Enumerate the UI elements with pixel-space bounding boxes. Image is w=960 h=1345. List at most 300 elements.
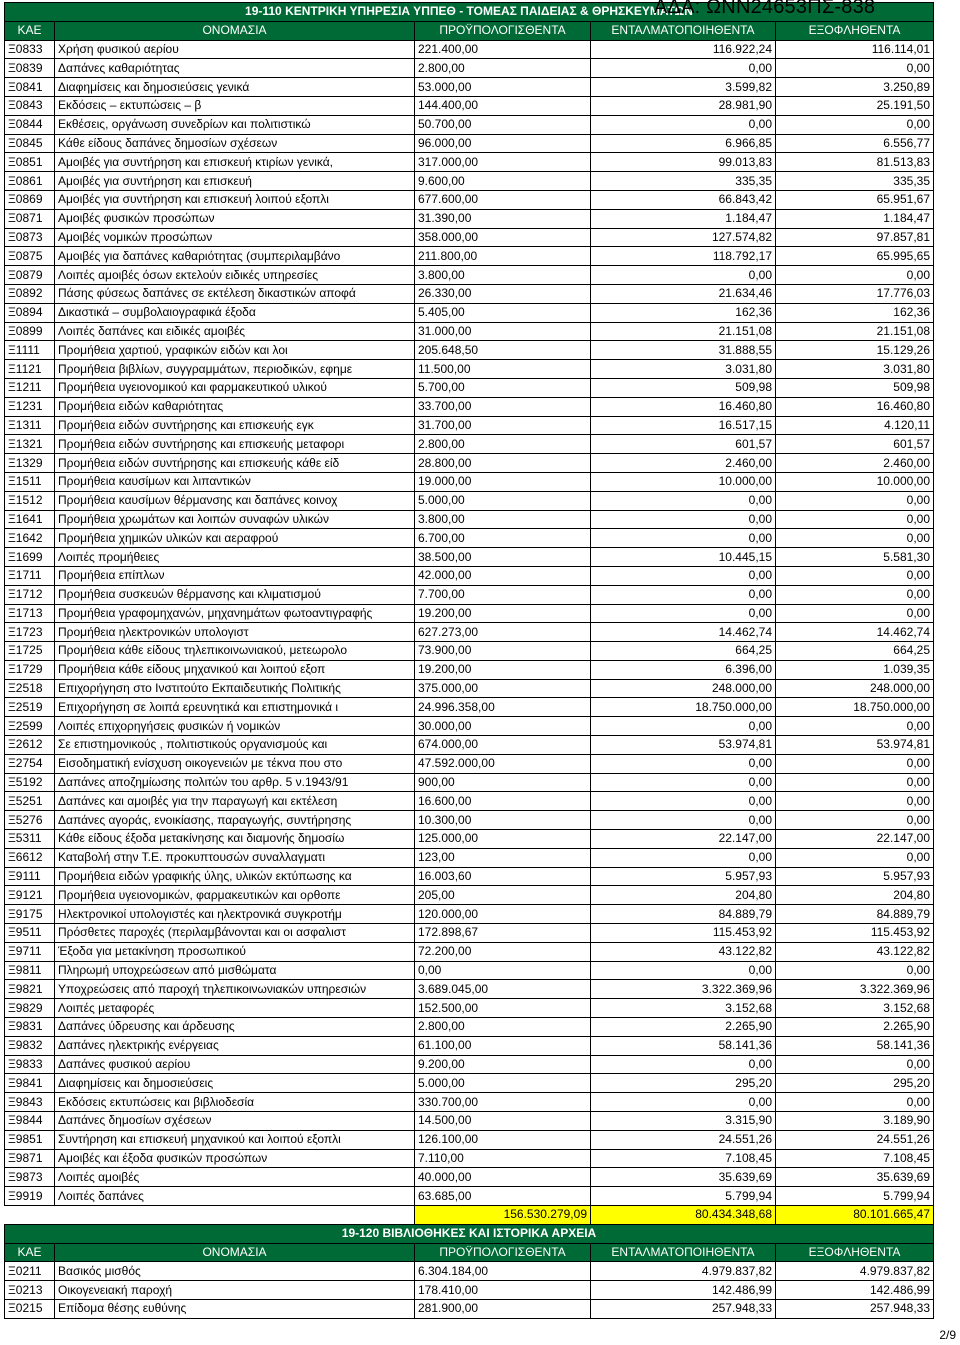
- table-row: [5, 510, 934, 529]
- cell-paid: 65.951,67: [776, 190, 934, 209]
- ada-watermark: ΑΔΑ: ΩΝΝ24653ΠΣ-838: [654, 0, 876, 18]
- cell-budgeted: 31.700,00: [415, 416, 591, 435]
- cell-committed: 248.000,00: [591, 679, 776, 698]
- table-row: [5, 59, 934, 78]
- cell-kae: Ξ9829: [5, 999, 55, 1018]
- cell-budgeted: 5.000,00: [415, 1074, 591, 1093]
- table-row: [5, 623, 934, 642]
- section-title: 19-120 ΒΙΒΛΙΟΘΗΚΕΣ ΚΑΙ ΙΣΤΟΡΙΚΑ ΑΡΧΕΙΑ: [5, 1224, 934, 1243]
- cell-name: Κάθε είδους έξοδα μετακίνησης και διαμονής δημοσίω: [55, 830, 415, 849]
- cell-committed: 31.888,55: [591, 341, 776, 360]
- table-row: [5, 905, 934, 924]
- cell-budgeted: 2.800,00: [415, 435, 591, 454]
- table-row: [5, 886, 934, 905]
- table-row: [5, 134, 934, 153]
- cell-name: Προμήθεια καυσίμων θέρμανσης και δαπάνες κοινοχ: [55, 491, 415, 510]
- cell-kae: Ξ0869: [5, 190, 55, 209]
- cell-kae: Ξ1121: [5, 360, 55, 379]
- table-row: [5, 736, 934, 755]
- cell-kae: Ξ1329: [5, 454, 55, 473]
- column-header-row: [5, 21, 934, 40]
- cell-name: Εισοδηματική ενίσχυση οικογενειών με τέκνα που στο: [55, 754, 415, 773]
- cell-budgeted: 40.000,00: [415, 1168, 591, 1187]
- cell-budgeted: 178.410,00: [415, 1281, 591, 1300]
- table-row: [5, 1055, 934, 1074]
- cell-name: Προμήθεια χρωμάτων και λοιπών συναφών υλικών: [55, 510, 415, 529]
- cell-name: Λοιπές αμοιβές όσων εκτελούν ειδικές υπηρεσίες: [55, 266, 415, 285]
- cell-budgeted: 19.200,00: [415, 660, 591, 679]
- table-row: [5, 322, 934, 341]
- cell-kae: Ξ1512: [5, 491, 55, 510]
- cell-name: Πληρωμή υποχρεώσεων από μισθώματα: [55, 961, 415, 980]
- cell-kae: Ξ0841: [5, 78, 55, 97]
- cell-name: Προμήθεια κάθε είδους μηχανικού και λοιπού εξοπ: [55, 660, 415, 679]
- cell-committed: 43.122,82: [591, 942, 776, 961]
- table-row: [5, 548, 934, 567]
- cell-paid: 10.000,00: [776, 472, 934, 491]
- cell-committed: 664,25: [591, 642, 776, 661]
- cell-budgeted: 120.000,00: [415, 905, 591, 924]
- cell-committed: 0,00: [591, 792, 776, 811]
- cell-budgeted: 5.000,00: [415, 491, 591, 510]
- budget-sheet: [4, 2, 933, 1319]
- cell-kae: Ξ0871: [5, 209, 55, 228]
- cell-paid: 6.556,77: [776, 134, 934, 153]
- section-title: 19-110 ΚΕΝΤΡΙΚΗ ΥΠΗΡΕΣΙΑ ΥΠΠΕΘ - ΤΟΜΕΑΣ ΠΑΙΔΕΙΑΣ & ΘΡΗΣΚΕΥΜΑΤΩΝ: [5, 3, 934, 22]
- cell-budgeted: 72.200,00: [415, 942, 591, 961]
- cell-budgeted: 9.600,00: [415, 172, 591, 191]
- cell-committed: 0,00: [591, 773, 776, 792]
- table-row: [5, 454, 934, 473]
- cell-committed: 10.445,15: [591, 548, 776, 567]
- cell-paid: 0,00: [776, 604, 934, 623]
- cell-kae: Ξ0213: [5, 1281, 55, 1300]
- cell-committed: 0,00: [591, 491, 776, 510]
- table-row: [5, 1018, 934, 1037]
- cell-paid: 116.114,01: [776, 40, 934, 59]
- cell-paid: 204,80: [776, 886, 934, 905]
- table-row: [5, 717, 934, 736]
- cell-budgeted: 152.500,00: [415, 999, 591, 1018]
- cell-paid: 295,20: [776, 1074, 934, 1093]
- cell-committed: 58.141,36: [591, 1036, 776, 1055]
- cell-committed: 7.108,45: [591, 1149, 776, 1168]
- cell-budgeted: 627.273,00: [415, 623, 591, 642]
- cell-paid: 0,00: [776, 566, 934, 585]
- cell-budgeted: 10.300,00: [415, 811, 591, 830]
- cell-committed: 10.000,00: [591, 472, 776, 491]
- cell-paid: 162,36: [776, 303, 934, 322]
- cell-name: Προμήθεια συσκευών θέρμανσης και κλιματισμού: [55, 585, 415, 604]
- cell-name: Βασικός μισθός: [55, 1262, 415, 1281]
- cell-paid: 81.513,83: [776, 153, 934, 172]
- cell-paid: 4.979.837,82: [776, 1262, 934, 1281]
- cell-paid: 4.120,11: [776, 416, 934, 435]
- cell-committed: 21.151,08: [591, 322, 776, 341]
- table-row: [5, 792, 934, 811]
- cell-kae: Ξ1729: [5, 660, 55, 679]
- table-row: [5, 811, 934, 830]
- cell-kae: Ξ0839: [5, 59, 55, 78]
- cell-committed: 16.460,80: [591, 397, 776, 416]
- cell-paid: 142.486,99: [776, 1281, 934, 1300]
- cell-committed: 3.322.369,96: [591, 980, 776, 999]
- cell-committed: 0,00: [591, 266, 776, 285]
- cell-kae: Ξ5276: [5, 811, 55, 830]
- cell-paid: 0,00: [776, 491, 934, 510]
- table-row: [5, 266, 934, 285]
- cell-budgeted: 900,00: [415, 773, 591, 792]
- cell-kae: Ξ9871: [5, 1149, 55, 1168]
- section-title-row: [5, 1224, 934, 1243]
- cell-kae: Ξ9919: [5, 1187, 55, 1206]
- cell-kae: Ξ0833: [5, 40, 55, 59]
- cell-committed: 116.922,24: [591, 40, 776, 59]
- cell-kae: Ξ9844: [5, 1112, 55, 1131]
- cell-committed: 115.453,92: [591, 924, 776, 943]
- cell-name: Εκδόσεις – εκτυπώσεις – β: [55, 96, 415, 115]
- cell-committed: 4.979.837,82: [591, 1262, 776, 1281]
- cell-paid: 3.031,80: [776, 360, 934, 379]
- cell-name: Προμήθεια ειδών συντήρησης και επισκευής κάθε είδ: [55, 454, 415, 473]
- table-row: [5, 228, 934, 247]
- cell-kae: Ξ1231: [5, 397, 55, 416]
- table-row: [5, 96, 934, 115]
- cell-committed: 3.152,68: [591, 999, 776, 1018]
- cell-kae: Ξ0211: [5, 1262, 55, 1281]
- cell-name: Προμήθεια κάθε είδους τηλεπικοινωνιακού, μετεωρολο: [55, 642, 415, 661]
- cell-name: Επίδομα θέσης ευθύνης: [55, 1299, 415, 1318]
- cell-committed: 6.966,85: [591, 134, 776, 153]
- cell-kae: Ξ0875: [5, 247, 55, 266]
- cell-budgeted: 7.110,00: [415, 1149, 591, 1168]
- cell-committed: 0,00: [591, 115, 776, 134]
- cell-kae: Ξ0844: [5, 115, 55, 134]
- cell-kae: Ξ0892: [5, 284, 55, 303]
- cell-paid: 5.799,94: [776, 1187, 934, 1206]
- cell-paid: 58.141,36: [776, 1036, 934, 1055]
- cell-name: Επιχορήγηση σε λοιπά ερευνητικά και επιστημονικά ι: [55, 698, 415, 717]
- cell-paid: 15.129,26: [776, 341, 934, 360]
- cell-name: Λοιπές επιχορηγήσεις φυσικών ή νομικών: [55, 717, 415, 736]
- cell-committed: 66.843,42: [591, 190, 776, 209]
- cell-kae: Ξ0851: [5, 153, 55, 172]
- cell-kae: Ξ0879: [5, 266, 55, 285]
- cell-committed: 0,00: [591, 1055, 776, 1074]
- table-row: [5, 1168, 934, 1187]
- table-row: [5, 378, 934, 397]
- cell-paid: 0,00: [776, 717, 934, 736]
- cell-budgeted: 123,00: [415, 848, 591, 867]
- cell-paid: 21.151,08: [776, 322, 934, 341]
- page-number: 2/9: [939, 1328, 956, 1342]
- total-budgeted: 156.530.279,09: [415, 1206, 591, 1225]
- cell-paid: 7.108,45: [776, 1149, 934, 1168]
- table-row: [5, 153, 934, 172]
- cell-budgeted: 38.500,00: [415, 548, 591, 567]
- cell-committed: 118.792,17: [591, 247, 776, 266]
- cell-budgeted: 330.700,00: [415, 1093, 591, 1112]
- cell-name: Χρήση φυσικού αερίου: [55, 40, 415, 59]
- cell-budgeted: 47.592.000,00: [415, 754, 591, 773]
- cell-committed: 53.974,81: [591, 736, 776, 755]
- cell-paid: 0,00: [776, 59, 934, 78]
- cell-committed: 295,20: [591, 1074, 776, 1093]
- table-row: [5, 1262, 934, 1281]
- cell-budgeted: 172.898,67: [415, 924, 591, 943]
- cell-name: Προμήθεια υγειονομικών, φαρμακευτικών και ορθοπε: [55, 886, 415, 905]
- cell-name: Εκθέσεις, οργάνωση συνεδρίων και πολιτιστικώ: [55, 115, 415, 134]
- cell-budgeted: 50.700,00: [415, 115, 591, 134]
- cell-name: Πάσης φύσεως δαπάνες σε εκτέλεση δικαστικών αποφά: [55, 284, 415, 303]
- cell-budgeted: 375.000,00: [415, 679, 591, 698]
- cell-paid: 0,00: [776, 754, 934, 773]
- cell-name: Δικαστικά – συμβολαιογραφικά έξοδα: [55, 303, 415, 322]
- cell-committed: 2.460,00: [591, 454, 776, 473]
- column-header-row: [5, 1243, 934, 1262]
- cell-budgeted: 33.700,00: [415, 397, 591, 416]
- cell-paid: 0,00: [776, 1093, 934, 1112]
- cell-committed: 0,00: [591, 961, 776, 980]
- cell-budgeted: 30.000,00: [415, 717, 591, 736]
- cell-budgeted: 126.100,00: [415, 1130, 591, 1149]
- table-row: [5, 980, 934, 999]
- cell-budgeted: 3.800,00: [415, 266, 591, 285]
- cell-committed: 16.517,15: [591, 416, 776, 435]
- cell-name: Προμήθεια χαρτιού, γραφικών ειδών και λοι: [55, 341, 415, 360]
- cell-paid: 0,00: [776, 792, 934, 811]
- total-committed: 80.434.348,68: [591, 1206, 776, 1225]
- table-row: [5, 754, 934, 773]
- column-header-committed: ΕΝΤΑΛΜΑΤΟΠΟΙΗΘΕΝΤΑ: [591, 1243, 776, 1262]
- table-row: [5, 848, 934, 867]
- cell-name: Αμοιβές για δαπάνες καθαριότητας (συμπεριλαμβάνο: [55, 247, 415, 266]
- cell-paid: 335,35: [776, 172, 934, 191]
- cell-budgeted: 125.000,00: [415, 830, 591, 849]
- cell-paid: 84.889,79: [776, 905, 934, 924]
- table-row: [5, 1074, 934, 1093]
- cell-kae: Ξ1713: [5, 604, 55, 623]
- cell-kae: Ξ1725: [5, 642, 55, 661]
- table-row: [5, 830, 934, 849]
- cell-paid: 65.995,65: [776, 247, 934, 266]
- cell-paid: 664,25: [776, 642, 934, 661]
- table-row: [5, 529, 934, 548]
- cell-kae: Ξ0845: [5, 134, 55, 153]
- cell-kae: Ξ1111: [5, 341, 55, 360]
- cell-budgeted: 61.100,00: [415, 1036, 591, 1055]
- cell-budgeted: 211.800,00: [415, 247, 591, 266]
- cell-kae: Ξ0873: [5, 228, 55, 247]
- cell-name: Προμήθεια ειδών συντήρησης και επισκευής μεταφορι: [55, 435, 415, 454]
- cell-name: Διαφημίσεις και δημοσιεύσεις: [55, 1074, 415, 1093]
- cell-paid: 5.957,93: [776, 867, 934, 886]
- cell-name: Αμοιβές για συντήρηση και επισκευή κτιρίων γενικά,: [55, 153, 415, 172]
- cell-name: Προμήθεια επίπλων: [55, 566, 415, 585]
- cell-kae: Ξ9831: [5, 1018, 55, 1037]
- cell-budgeted: 317.000,00: [415, 153, 591, 172]
- cell-budgeted: 16.600,00: [415, 792, 591, 811]
- cell-committed: 601,57: [591, 435, 776, 454]
- table-row: [5, 341, 934, 360]
- table-row: [5, 698, 934, 717]
- cell-paid: 0,00: [776, 773, 934, 792]
- cell-name: Προμήθεια χημικών υλικών και αεραφρού: [55, 529, 415, 548]
- cell-name: Έξοδα για μετακίνηση προσωπικού: [55, 942, 415, 961]
- cell-name: Λοιπές μεταφορές: [55, 999, 415, 1018]
- cell-name: Εκδόσεις εκτυπώσεις και βιβλιοδεσία: [55, 1093, 415, 1112]
- cell-committed: 3.599,82: [591, 78, 776, 97]
- cell-name: Προμήθεια βιβλίων, συγγραμμάτων, περιοδικών, εφημε: [55, 360, 415, 379]
- cell-budgeted: 3.800,00: [415, 510, 591, 529]
- cell-paid: 97.857,81: [776, 228, 934, 247]
- cell-budgeted: 2.800,00: [415, 1018, 591, 1037]
- cell-budgeted: 5.405,00: [415, 303, 591, 322]
- cell-committed: 14.462,74: [591, 623, 776, 642]
- cell-name: Διαφημίσεις και δημοσιεύσεις γενικά: [55, 78, 415, 97]
- cell-committed: 127.574,82: [591, 228, 776, 247]
- cell-paid: 25.191,50: [776, 96, 934, 115]
- cell-committed: 0,00: [591, 848, 776, 867]
- cell-kae: Ξ9841: [5, 1074, 55, 1093]
- column-header-committed: ΕΝΤΑΛΜΑΤΟΠΟΙΗΘΕΝΤΑ: [591, 21, 776, 40]
- cell-committed: 204,80: [591, 886, 776, 905]
- cell-kae: Ξ9175: [5, 905, 55, 924]
- cell-paid: 0,00: [776, 510, 934, 529]
- table-row: [5, 284, 934, 303]
- cell-committed: 0,00: [591, 811, 776, 830]
- cell-kae: Ξ2612: [5, 736, 55, 755]
- table-row: [5, 1299, 934, 1318]
- cell-budgeted: 96.000,00: [415, 134, 591, 153]
- table-row: [5, 115, 934, 134]
- cell-committed: 0,00: [591, 59, 776, 78]
- column-header-budgeted: ΠΡΟΫΠΟΛΟΓΙΣΘΕΝΤΑ: [415, 21, 591, 40]
- cell-kae: Ξ0899: [5, 322, 55, 341]
- cell-name: Συντήρηση και επισκευή μηχανικού και λοιπού εξοπλι: [55, 1130, 415, 1149]
- cell-committed: 84.889,79: [591, 905, 776, 924]
- cell-name: Αμοιβές φυσικών προσώπων: [55, 209, 415, 228]
- table-row: [5, 172, 934, 191]
- cell-name: Αμοιβές και έξοδα φυσικών προσώπων: [55, 1149, 415, 1168]
- cell-budgeted: 144.400,00: [415, 96, 591, 115]
- cell-kae: Ξ0843: [5, 96, 55, 115]
- table-row: [5, 1130, 934, 1149]
- cell-kae: Ξ9511: [5, 924, 55, 943]
- column-header-paid: ΕΞΟΦΛΗΘΕΝΤΑ: [776, 21, 934, 40]
- cell-paid: 2.460,00: [776, 454, 934, 473]
- cell-kae: Ξ2754: [5, 754, 55, 773]
- cell-committed: 509,98: [591, 378, 776, 397]
- cell-name: Προμήθεια ειδών καθαριότητας: [55, 397, 415, 416]
- cell-budgeted: 6.700,00: [415, 529, 591, 548]
- table-row: [5, 491, 934, 510]
- cell-paid: 0,00: [776, 585, 934, 604]
- cell-kae: Ξ6612: [5, 848, 55, 867]
- cell-name: Δαπάνες και αμοιβές για την παραγωγή και εκτέλεση: [55, 792, 415, 811]
- cell-budgeted: 677.600,00: [415, 190, 591, 209]
- cell-committed: 3.031,80: [591, 360, 776, 379]
- cell-kae: Ξ1712: [5, 585, 55, 604]
- cell-paid: 0,00: [776, 1055, 934, 1074]
- table-row: [5, 604, 934, 623]
- cell-budgeted: 53.000,00: [415, 78, 591, 97]
- column-header-paid: ΕΞΟΦΛΗΘΕΝΤΑ: [776, 1243, 934, 1262]
- table-row: [5, 40, 934, 59]
- cell-budgeted: 16.003,60: [415, 867, 591, 886]
- table-row: [5, 999, 934, 1018]
- cell-name: Υποχρεώσεις από παροχή τηλεπικοινωνιακών υπηρεσιών: [55, 980, 415, 999]
- total-paid: 80.101.665,47: [776, 1206, 934, 1225]
- cell-paid: 3.322.369,96: [776, 980, 934, 999]
- column-header-kae: ΚΑΕ: [5, 1243, 55, 1262]
- cell-name: Προμήθεια ειδών συντήρησης και επισκευής εγκ: [55, 416, 415, 435]
- cell-committed: 5.799,94: [591, 1187, 776, 1206]
- cell-kae: Ξ0894: [5, 303, 55, 322]
- column-header-kae: ΚΑΕ: [5, 21, 55, 40]
- cell-committed: 6.396,00: [591, 660, 776, 679]
- cell-paid: 17.776,03: [776, 284, 934, 303]
- table-row: [5, 397, 934, 416]
- table-row: [5, 585, 934, 604]
- cell-budgeted: 42.000,00: [415, 566, 591, 585]
- cell-committed: 18.750.000,00: [591, 698, 776, 717]
- cell-paid: 14.462,74: [776, 623, 934, 642]
- cell-kae: Ξ9873: [5, 1168, 55, 1187]
- cell-budgeted: 9.200,00: [415, 1055, 591, 1074]
- cell-kae: Ξ1699: [5, 548, 55, 567]
- cell-committed: 257.948,33: [591, 1299, 776, 1318]
- cell-paid: 601,57: [776, 435, 934, 454]
- table-row: [5, 867, 934, 886]
- table-row: [5, 247, 934, 266]
- cell-name: Σε επιστημονικούς , πολιτιστικούς οργανισμούς και: [55, 736, 415, 755]
- cell-budgeted: 31.390,00: [415, 209, 591, 228]
- cell-kae: Ξ1641: [5, 510, 55, 529]
- cell-kae: Ξ1211: [5, 378, 55, 397]
- cell-budgeted: 2.800,00: [415, 59, 591, 78]
- cell-kae: Ξ9111: [5, 867, 55, 886]
- cell-paid: 0,00: [776, 115, 934, 134]
- cell-kae: Ξ9711: [5, 942, 55, 961]
- cell-committed: 1.184,47: [591, 209, 776, 228]
- cell-committed: 0,00: [591, 510, 776, 529]
- cell-name: Καταβολή στην Τ.Ε. προκυπτουσών συναλλαγματι: [55, 848, 415, 867]
- cell-paid: 43.122,82: [776, 942, 934, 961]
- table-row: [5, 660, 934, 679]
- budget-table: [4, 2, 934, 1319]
- cell-paid: 18.750.000,00: [776, 698, 934, 717]
- table-row: [5, 1149, 934, 1168]
- cell-name: Δαπάνες ύδρευσης και άρδευσης: [55, 1018, 415, 1037]
- cell-committed: 3.315,90: [591, 1112, 776, 1131]
- cell-kae: Ξ9832: [5, 1036, 55, 1055]
- cell-committed: 0,00: [591, 566, 776, 585]
- cell-name: Λοιπές αμοιβές: [55, 1168, 415, 1187]
- cell-name: Δαπάνες αποζημίωσης πολιτών του αρθρ. 5 ν.1943/91: [55, 773, 415, 792]
- cell-budgeted: 28.800,00: [415, 454, 591, 473]
- cell-kae: Ξ5311: [5, 830, 55, 849]
- cell-kae: Ξ9121: [5, 886, 55, 905]
- cell-kae: Ξ9843: [5, 1093, 55, 1112]
- cell-paid: 22.147,00: [776, 830, 934, 849]
- cell-budgeted: 14.500,00: [415, 1112, 591, 1131]
- cell-budgeted: 0,00: [415, 961, 591, 980]
- cell-committed: 142.486,99: [591, 1281, 776, 1300]
- table-row: [5, 190, 934, 209]
- cell-kae: Ξ1723: [5, 623, 55, 642]
- table-row: [5, 679, 934, 698]
